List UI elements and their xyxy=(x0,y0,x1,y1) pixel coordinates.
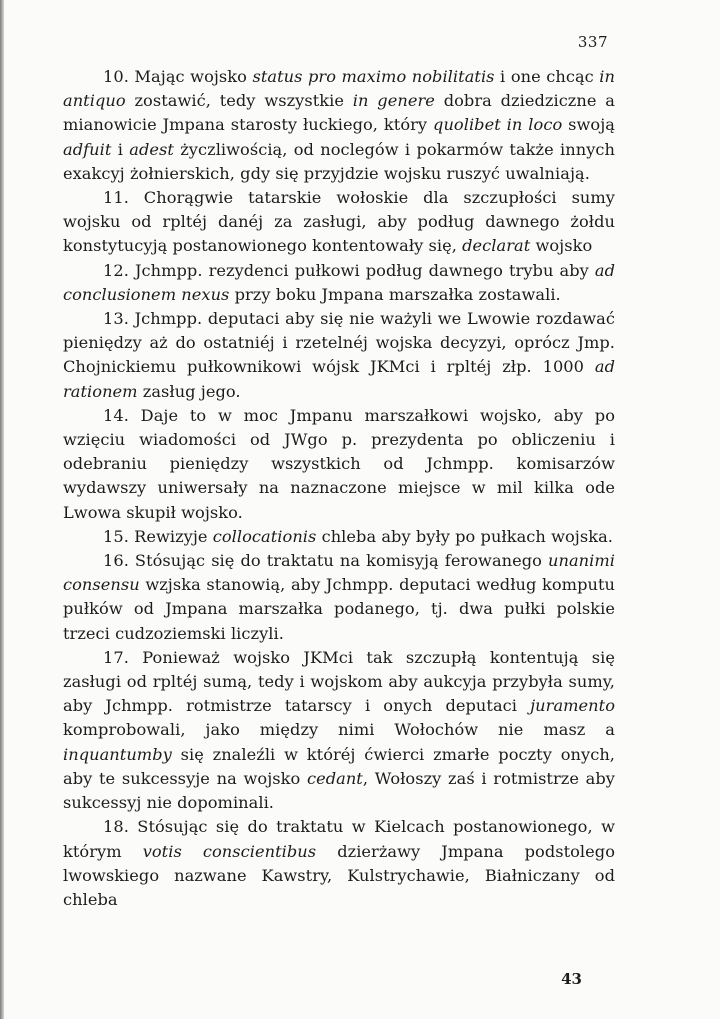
text-run: zostawić, tedy wszystkie xyxy=(125,91,353,111)
text-run: 14. Daje to w moc Jmpanu marszałkowi wojsko, aby po wzięciu wiadomości od JWgo p. prezydenta po obliczeniu i odebraniu pieniędzy wszystkich od Jchmpp. komisarzów wydawszy uniwersały na naznaczone miejsce w mil kilka ode Lwowa skupił wojsko. xyxy=(63,405,615,522)
text-run: wojsko xyxy=(530,236,593,256)
latin-phrase: collocationis xyxy=(212,526,317,546)
text-run: chleba aby były po pułkach wojska. xyxy=(316,526,613,546)
paragraph-p11 xyxy=(63,186,615,259)
paragraph-p16 xyxy=(63,549,615,646)
text-run: 16. Stósując się do traktatu na komisyją ferowanego xyxy=(103,551,549,571)
paragraph-p12 xyxy=(63,259,615,307)
text-run: i xyxy=(111,139,130,159)
text-run: 15. Rewizyje xyxy=(103,526,213,546)
page-edge-shadow xyxy=(0,0,4,1019)
paragraph-p18 xyxy=(63,815,615,912)
paragraph-p10 xyxy=(63,65,615,186)
text-run: przy boku Jmpana marszałka zostawali. xyxy=(229,284,561,304)
latin-phrase: in genere xyxy=(352,91,435,111)
text-run: 12. Jchmpp. rezydenci pułkowi podług dawnego trybu aby xyxy=(103,260,595,280)
latin-phrase: unanimi consensu xyxy=(63,551,615,595)
latin-phrase: adest xyxy=(129,139,174,159)
text-run: zasług jego. xyxy=(137,381,241,401)
latin-phrase: votis conscientibus xyxy=(142,841,317,861)
latin-phrase: ad conclusionem nexus xyxy=(63,260,615,304)
text-run: życzliwością, od noclegów i pokarmów także innych exakcyj żołnierskich, gdy się przyjdzie wojsku ruszyć uwalniają. xyxy=(63,139,616,183)
text-run: się znaleźli w któréj ćwierci zmarłe poczty onych, aby te sukcessyje na wojsko xyxy=(63,744,615,788)
page-number: 337 xyxy=(577,33,608,51)
text-run: komprobowali, jako między nimi Wołochów nie masz a xyxy=(63,720,615,740)
text-run: , Wołoszy zaś i rotmistrze aby sukcessyj nie dopominali. xyxy=(63,768,615,813)
text-run: wzjska stanowią, aby Jchmpp. deputaci według komputu pułków od Jmpana marszałka podanego, tj. dwa pułki polskie trzeci cudzoziemski liczyli. xyxy=(63,575,615,643)
text-run: swoją xyxy=(562,115,615,135)
latin-phrase: adfuit xyxy=(63,139,112,159)
text-run: 13. Jchmpp. deputaci aby się nie ważyli we Lwowie rozdawać pieniędzy aż do ostatniéj i rzetelnéj wojska decyzyi, oprócz Jmp. Chojnickiemu pułkownikowi wójsk JKMci i rpltéj złp. 1000 xyxy=(63,309,615,377)
paragraph-p13 xyxy=(63,307,615,404)
text-run: 10. Mając wojsko xyxy=(103,67,253,86)
latin-phrase: ad rationem xyxy=(63,357,615,401)
text-run: 11. Chorągwie tatarskie wołoskie dla szczupłości sumy wojsku od rpltéj danéj za zasługi, aby podług dawnego żołdu konstytucyją postanowionego kontentowały się, xyxy=(63,188,615,256)
paragraph-p14 xyxy=(63,404,615,525)
text-run: 18. Stósując się do traktatu w Kielcach postanowionego, w którym xyxy=(63,817,615,861)
paragraph-p17 xyxy=(63,646,615,815)
latin-phrase: juramento xyxy=(530,696,615,716)
latin-phrase: quolibet in loco xyxy=(433,115,563,135)
text-run: 17. Ponieważ wojsko JKMci tak szczupłą kontentują się zasługi od rpltéj sumą, tedy i wojskom aby aukcyja przybyła sumy, aby Jchmpp. rotmistrze tatarscy i onych deputaci xyxy=(63,647,615,716)
text-run: dzierżawy Jmpana podstolego lwowskiego nazwane Kawstry, Kulstrychawie, Białniczany od chleba xyxy=(63,841,616,909)
text-run: dobra dziedziczne a mianowicie Jmpana starosty łuckiego, który xyxy=(63,91,616,135)
signature-mark: 43 xyxy=(561,970,582,988)
latin-phrase: inquantumby xyxy=(63,744,172,764)
latin-phrase: status pro maximo nobilitatis xyxy=(252,67,495,86)
paragraph-p15 xyxy=(63,525,615,549)
latin-phrase: cedant xyxy=(306,768,363,788)
body-text xyxy=(63,65,615,912)
text-run: i one chcąc xyxy=(494,67,600,86)
latin-phrase: in antiquo xyxy=(63,67,615,111)
latin-phrase: declarat xyxy=(462,236,531,256)
